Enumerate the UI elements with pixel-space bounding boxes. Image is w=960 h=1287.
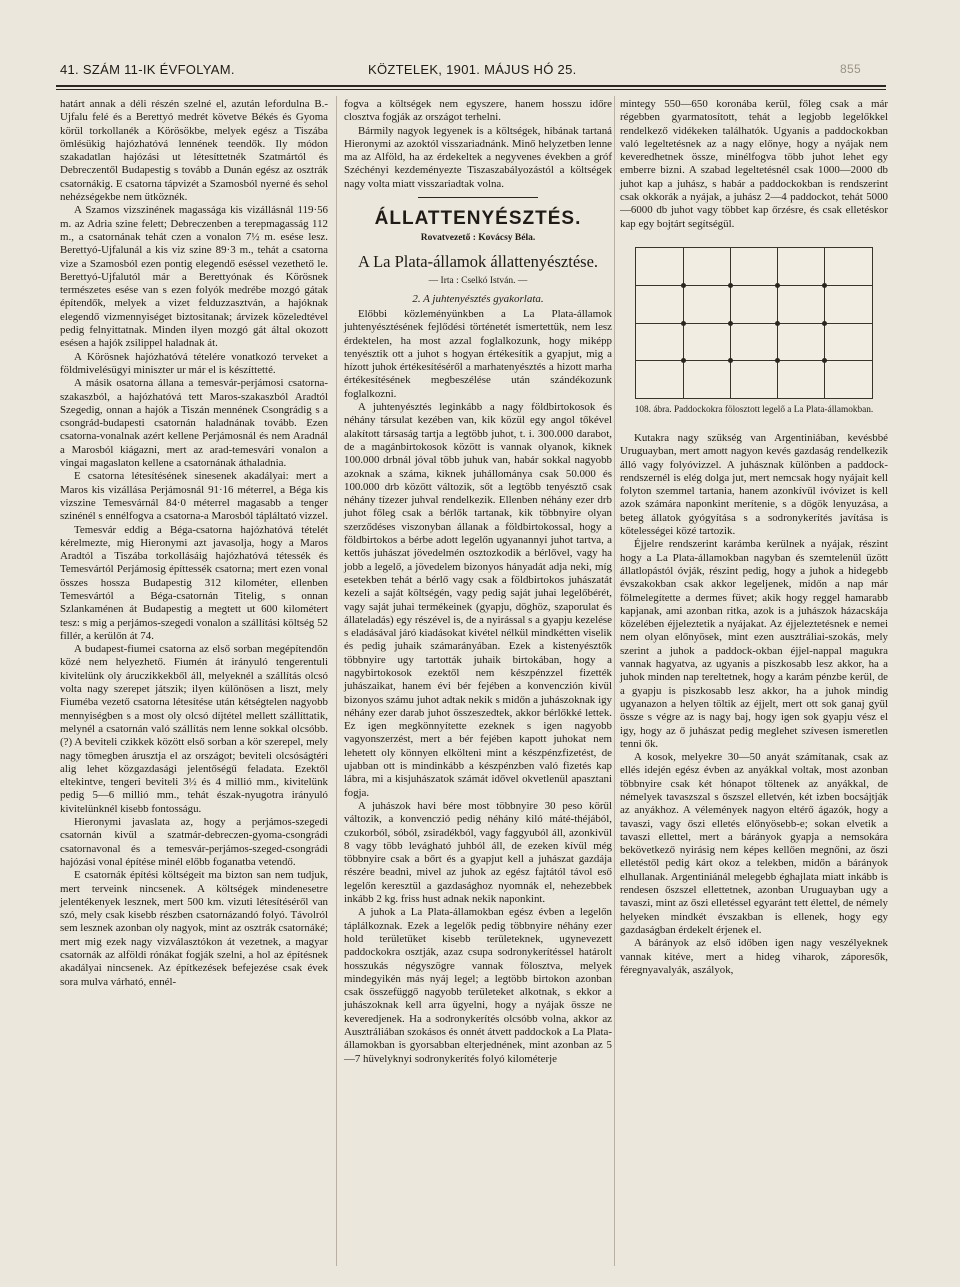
paragraph: A juhtenyésztés leginkább a nagy földbirtokosok és néhány társulat kezében van, kik közül egy angol tőkével alakított társaság tartja a legtöbb juhot, t. i. 300.000 darabot, de a magánbirtokosok között is vannak olyanok, kiknek 100.000 drbnál jóval több juhuk van, habár sokkal nagyobb azoknak a száma, kiknek juhállománya csak 50.000 és 100.000 drb között változik, sőt a legtöbb tenyésztő csak néhány tízezer juhval rendelkezik. Ellenben néhány ezer drb juhot főleg csak a bérlők tartanak, kik többnyire olyan szerződéses viszonyban állanak a földbirtokossal, hogy a földbirtokos a bérbe adott legelőn ugyanannyi juhot tartva, a kettős juhászat jövedelmén osztozkodik a bérlővel, vagy ha jobb a legelő, a jövedelem bizonyos hányadát adja neki, míg esetekben tehát a bérlő vagy csak a földbirtokos juhászatát kezeli a saját költségén, vagy pedig saját juhai legelőbérét, vagy saját juhai termékeinek (gyapju, döghöz, szaporulat és állateladás) egy részével is, de a nyirással s a gyapju kezelése s eladásával járó kiadásokat kivétel nélkül mindkétten viselik és pedig juhaik számarányában. Ezek a kistenyésztők többnyire ugy tartották juhaik birtokában, hogy a nagybirtokosok ezektől nem készpénzzel fizették juhászaikat, hanem évi bér fejében a konvenczión kivül bizonyos számu juhot adtak nekik s midőn a juhászoknak igy néhány ezer darab juhot összeszedtek, akkor bérlőkké lettek. Ez igen megkönnyítette ezeknek s igen nagyobb vagyonszerzést, mert a bér fejében kapott juhokat nem lehetett oly könnyen elkölteni mint a készpénzfizetést, de ujabban ott is mindinkább a készpénzben való fizetés kap lábra, mi a kisjuhászatok számát idővel okvetlenül apasztani fogja. (344, 401, 612, 799)
paragraph: A budapest-fiumei csatorna az első sorban megépítendőn közé nem helyezhető. Fiumén át irányuló tengerentuli kivitelünk oly áruczikkekből áll, melyeknél a szállítás olcsó volta nagy szerepet játszik; ilyen különösen a liszt, mely Fiuméba vezető csatorna létesítése után kétségtelen nagyobb mennyiségben s a most oly olcsó díjtétel mellett szállíttatik, melynél a csatornán való szállítás nem lenne sokkal olcsóbb. (?) A beviteli czikkek között első sorban a kör szerepel, mely nagy tömegben árusztja el az országot; beviteli olcsóságtéri alig lehet közgazdasági jelentőségű feladata. Ezektől eltekintve, tengeri beviteli 3½ és 4 millió mm., kivitelünk pedig 5—6 millió mm., tehát észak-nyugotra irányuló kivitelünknél kisebb fontosságu. (60, 643, 328, 815)
paragraph: A Körösnek hajózhatóvá tételére vonatkozó terveket a földmivelésügyi miniszter ur már el is készíttetté. (60, 350, 328, 376)
publication-date: KÖZTELEK, 1901. MÁJUS HÓ 25. (368, 62, 577, 77)
paragraph: Kutakra nagy szükség van Argentiniában, kevésbbé Uruguayban, mert amott nagyon kevés gazdaság rendelkezik álló vagy folyóvizzel. A juhásznak különben a paddock-rendszernél is elég dolga jut, mert nemcsak hogy nyájait kell folyton szemmel tartania, hanem azonkívül ivóvizet is kell azok számára naponkint merítenie, s a dögök lenyuzása, a beteg állatok gyógyítása s a sodronykerítés javítása is kötelességei közé tartozik. (620, 431, 888, 538)
fence-post (822, 321, 827, 326)
paragraph: határt annak a déli részén szelné el, azután lefordulna B.-Ujfalu felé és a Berettyó medrét követve Békés és Gyoma körül torkollanék a Körösökbe, melyek egész a Tiszába ömlésükig hajózhatóvá lennének teendők. Ily módon szakadatlan hajózási ut létesíttetnék Szatmártól és Debreczentől Budapestig s tovább a Dunán egész az osztrák csatornákig. E csatorna tápvizét a Szamosból nyerné és sehol nehézségekbe nem ütköznék. (60, 98, 328, 204)
fence-post (728, 358, 733, 363)
fence-post (822, 283, 827, 288)
article-end-rule (418, 197, 538, 198)
column-middle (344, 98, 612, 1066)
paragraph: Előbbi közleményünkben a La Plata-államok juhtenyésztésének fejlődési történetét ismertettük, nem lesz érdektelen, ha most azzal foglalkozunk, hogy miképp tenyésztik ott a juhot s hogyan értékesítik a gyapjut, mig a hízott juhok értékesítéséről a marhatenyésztés a hizott marha értékesítésének megbeszélése után szándékozunk foglalkozni. (344, 307, 612, 400)
page-number: 855 (840, 62, 861, 76)
paragraph: A kosok, melyekre 30—50 anyát számítanak, csak az ellés idején egész évben az anyákkal voltak, most azonban többnyire csak két hónapot töltenek az anyákkal, de némelyek tavaszszal s őszszel elletvén, két izben bocsájtják az anyákhoz. A vélemények nagyon eltérő ágazók, hogy a tavaszi, vagy őszi elletés előnyösebb-e; sokan elvetik a tavaszi ellettel, mert a bárányok gyapja a nemsokára bekövetkező nyirásig nem képes kellően megnőni, az őszi elletéstől pedig kárt okoz a telekben, midőn a bárányok elhullanak. Argentiniánál melegebb éghajlata miatt inkább is rendesen őszszel ellettetnek, azonban Uruguayban ugy a tavaszi, mint az őszi elletéssel egyaránt tett élettel, de némely helyeken mindkét évszakban is ellenek, hogy egy gazdaságban érdekelt érjenek el. (620, 751, 888, 936)
paragraph: A bárányok az első időben igen nagy veszélyeknek vannak kitéve, mert a hideg viharok, záporesők, féregnyavalyák, aszályok, (620, 937, 888, 976)
article-subtitle: 2. A juhtenyésztés gyakorlata. (412, 292, 544, 305)
issue-label: 41. SZÁM 11-IK ÉVFOLYAM. (60, 62, 235, 77)
paragraph: A Szamos vizszinének magassága kis vizállásnál 119·56 m. az Adria szine felett; Debreczenben a terepmagasság 112 m., a csatornának tehát czen a vonalon 7½ m. esése lesz. Berettyó-Ujfalunál a kis viz szine 89·3 m., tehát a csatorna vize a Szamosból ezen pontig elegendő eséssel vezethető le. Berettyó-Ujfalutól már a Berettyónak és Körösnek természetes esése van s ezen folyók medrébe mozgó gátak építendők, melyek a vizet felduzzasztván, a hajóknak elegendő vizmennyiséget biztositanak; árvizek közeledtével pedig felnyittatnak. Minden ilyen mozgó gát által okozott esésen a hajók zsilippel haladnak át. (60, 204, 328, 350)
column-right (620, 98, 888, 977)
paragraph: Temesvár eddig a Béga-csatorna hajózhatóvá tételét kérelmezte, mig Hieronymi azt javasolja, hogy a Maros Aradtól a Tiszába torkollásáig hajózhatóvá tétessék és Temesvártól Perjámosig építtessék csatorna; mert ezen vonal összes hossza Budapestig 312 kilométer, ellenben Temesvártól a Béga-csatornán Titelig, s onnan Szlankaménen át Budapestig a megtett ut 600 kilométert tesz: s mig a perjámos-szegedi vonalon a szállítási költség 52 fillér, a kerülőn át 74. (60, 523, 328, 642)
fence-line (636, 360, 872, 361)
paragraph: E csatornák építési költségeit ma bizton san nem tudjuk, mert terveink nincsenek. A költségek mindenesetre jelentékenyek lesznek, mert 500 km. vizuti létesítéséről van szó, mely csak kisebb részben csatornázandó folyó. Távolról sem lesznek azonban oly nagyok, mint az osztrák csatornáké; mert mig ezek nagy vizválasztókon át vezetnek, a magyar csatornák az alföldi rónákat fogják szelni, a hol az építésnek akadályai nincsenek. Az építkezések befejezése csak évek sora mulva várható, ennél- (60, 869, 328, 988)
column-left (60, 98, 328, 989)
fence-post (822, 358, 827, 363)
paragraph: A juhok a La Plata-államokban egész évben a legelőn táplálkoznak. Ezek a legelők pedig többnyire néhány ezer hold területüket kisebb területeknek, ugynevezett paddockokra osztják, azaz csupa sodronykerítéssel határolt hosszukás négyszögre vannak fölosztva, melyek mindegyikén más nyáj legel; a legtöbb birtokon azonban csak összefüggő nagyobb területeket alkotnak, s ekkor a juhászoknak kell arra ügyelni, hogy a nyájak össze ne keveredjenek. Ha a sodronykerítés olcsóbb volna, akkor az Ausztráliában szokásos és onnét átvett paddockok a La Plata-államokban is gyorsabban elterjednének, mint azonban az 5—7 hüvelyknyi sodronykerítés folyó kilométerje (344, 906, 612, 1065)
paragraph: E csatorna létesítésének sinesenek akadályai: mert a Maros kis vizállása Perjámosnál 91·16 méterrel, a Béga kis vizszine Temesvárnál 84·0 méterrel magasabb a tenger szinénél s ennélfogva a csatorna-a Marosból tápláltató vizzel. (60, 470, 328, 523)
paragraph: Éjjelre rendszerint karámba kerülnek a nyájak, részint hogy a La Plata-államokban nagyban és szemtelenül üzött állatlopástól óvják, részint pedig, hogy a juhok a hidegebb évszakokban csak akkor legeljenek, midőn a nap már fölmelegítette a dermes füvet; akik hogy reggel hamarabb kapjanak, ami azonban ritka, azok is a juhászok házacskája közelében éjjeleztetik a nyájakat. Az éjjeleztetésnek e nemei nem olyan előnyösek, mint ezen ausztráliai-szokás, mely szerint a juhok a paddock-okban éjjel-nappal magukra vannak hagyatva, az ugyanis a piszkosabb lesz akkor, ha a juhok minden nap tereltetnek, hogy a karám pénzbe kerül, de a gyapju is piszkosabb lesz akkor, ha a juhok mindig ugyanazon a helyen töltik az éjjelt, mert ott sok ganaj gyül össze s végre az is nagy baj, hogy igen sok gyapju vész el igy, hogy az ő juhászat pedig meglehet szívesen ismeretlen tenni ők. (620, 538, 888, 750)
fence-post (728, 283, 733, 288)
fence-post (728, 321, 733, 326)
fence-line (636, 323, 872, 324)
fence-post (681, 321, 686, 326)
fence-post (775, 321, 780, 326)
paragraph: mintegy 550—650 koronába kerül, főleg csak a már régebben gyarmatosított, tehát a legjobb legelőkkel rendelkező vidékeken találhatók. Ugyanis a paddockokban való legeltetésnek az a nagy előnye, hogy a nyájak nem keveredhetnek össze, minélfogva több juhot lehet egy emberre bizni. A szabad legeltetésnél csak 1000—2000 db juhot kap a juhász, s habár a paddockokban is rendszerint csak okkorák a nyájak, a juhász 2—4 paddockot, tehát 5000—6000 db juhot vagy többet kap őrzésre, és csak elletéskor kap egy bojtárt segítségül. (620, 98, 888, 230)
section-editor: Rovatvezető : Kovácsy Béla. (420, 233, 536, 244)
column-separator (336, 96, 337, 1266)
paragraph: Bármily nagyok legyenek is a költségek, hibának tartaná Hieronymi az azoktól visszariadnánk. Minő helyzetben lenne ma az Alföld, ha az érdekeltek a negyvenes években a gróf Széchényi kezdeményezte Tiszaszabályozástól a költségek nagy volta miatt visszariadtak volna. (344, 124, 612, 190)
paragraph: A juhászok havi bére most többnyire 30 peso körül változik, a konvenczió pedig néhány kiló máté-théjából, czukorból, sóból, zsiradékból, vagy faggyuból áll, azonkivül 8 vagy több levágható juhból áll, de ezeken kívül még többnyire csak a bőrt és a gyapjut kell a juhászat gazdája részére beadni, mivel az juhok az egész fajtától távol eső legelőn keresztül a gazdasághoz nyomnák el, nehezebbek inkább 2 kg. friss hust adnak nekik naponkint. (344, 799, 612, 906)
page-header (56, 62, 876, 84)
fence-post (681, 283, 686, 288)
paragraph: Hieronymi javaslata az, hogy a perjámos-szegedi csatornán kivül a szatmár-debreczen-gyoma-csongrádi csatornavonal és a temesvár-perjámos-szeged-csongrádi hajózási vonal építése minél előbb foganatba vetendő. (60, 816, 328, 868)
header-rule (56, 85, 886, 87)
header-rule-thin (56, 89, 886, 90)
fence-post (681, 358, 686, 363)
article-title: A La Plata-államok állattenyésztése. (357, 252, 599, 272)
paragraph: fogva a költségek nem egyszere, hanem hosszu időre closztva fogják az országot terhelni. (344, 98, 612, 124)
paddock-diagram (635, 247, 873, 399)
fence-post (775, 283, 780, 288)
paragraph: A másik osatorna állana a temesvár-perjámosi csatorna-szakaszból, a hajózhatóvá tett Maros-szakaszból Aradtól Szegedig, onnan a hajók a Tiszán mennének Csongrádig s a csongrád-budapesti csatornán haladnának tovább. Ezen csatorna-vonalnak azért kellene Perjámosnál és nem Aradnál a Marosból kiágazni, mert az arad-temesvári vonalon a vingai magaslaton kellene a csatornának áthaladnia. (60, 377, 328, 470)
fence-line (636, 285, 872, 286)
column-separator (614, 96, 615, 1266)
article-byline: — Irta : Cselkó István. — (428, 276, 528, 287)
figure-caption: 108. ábra. Paddockokra fölosztott legelő a La Plata-államokban. (634, 404, 874, 415)
fence-post (775, 358, 780, 363)
section-title: ÁLLATTENYÉSZTÉS. (374, 208, 582, 230)
